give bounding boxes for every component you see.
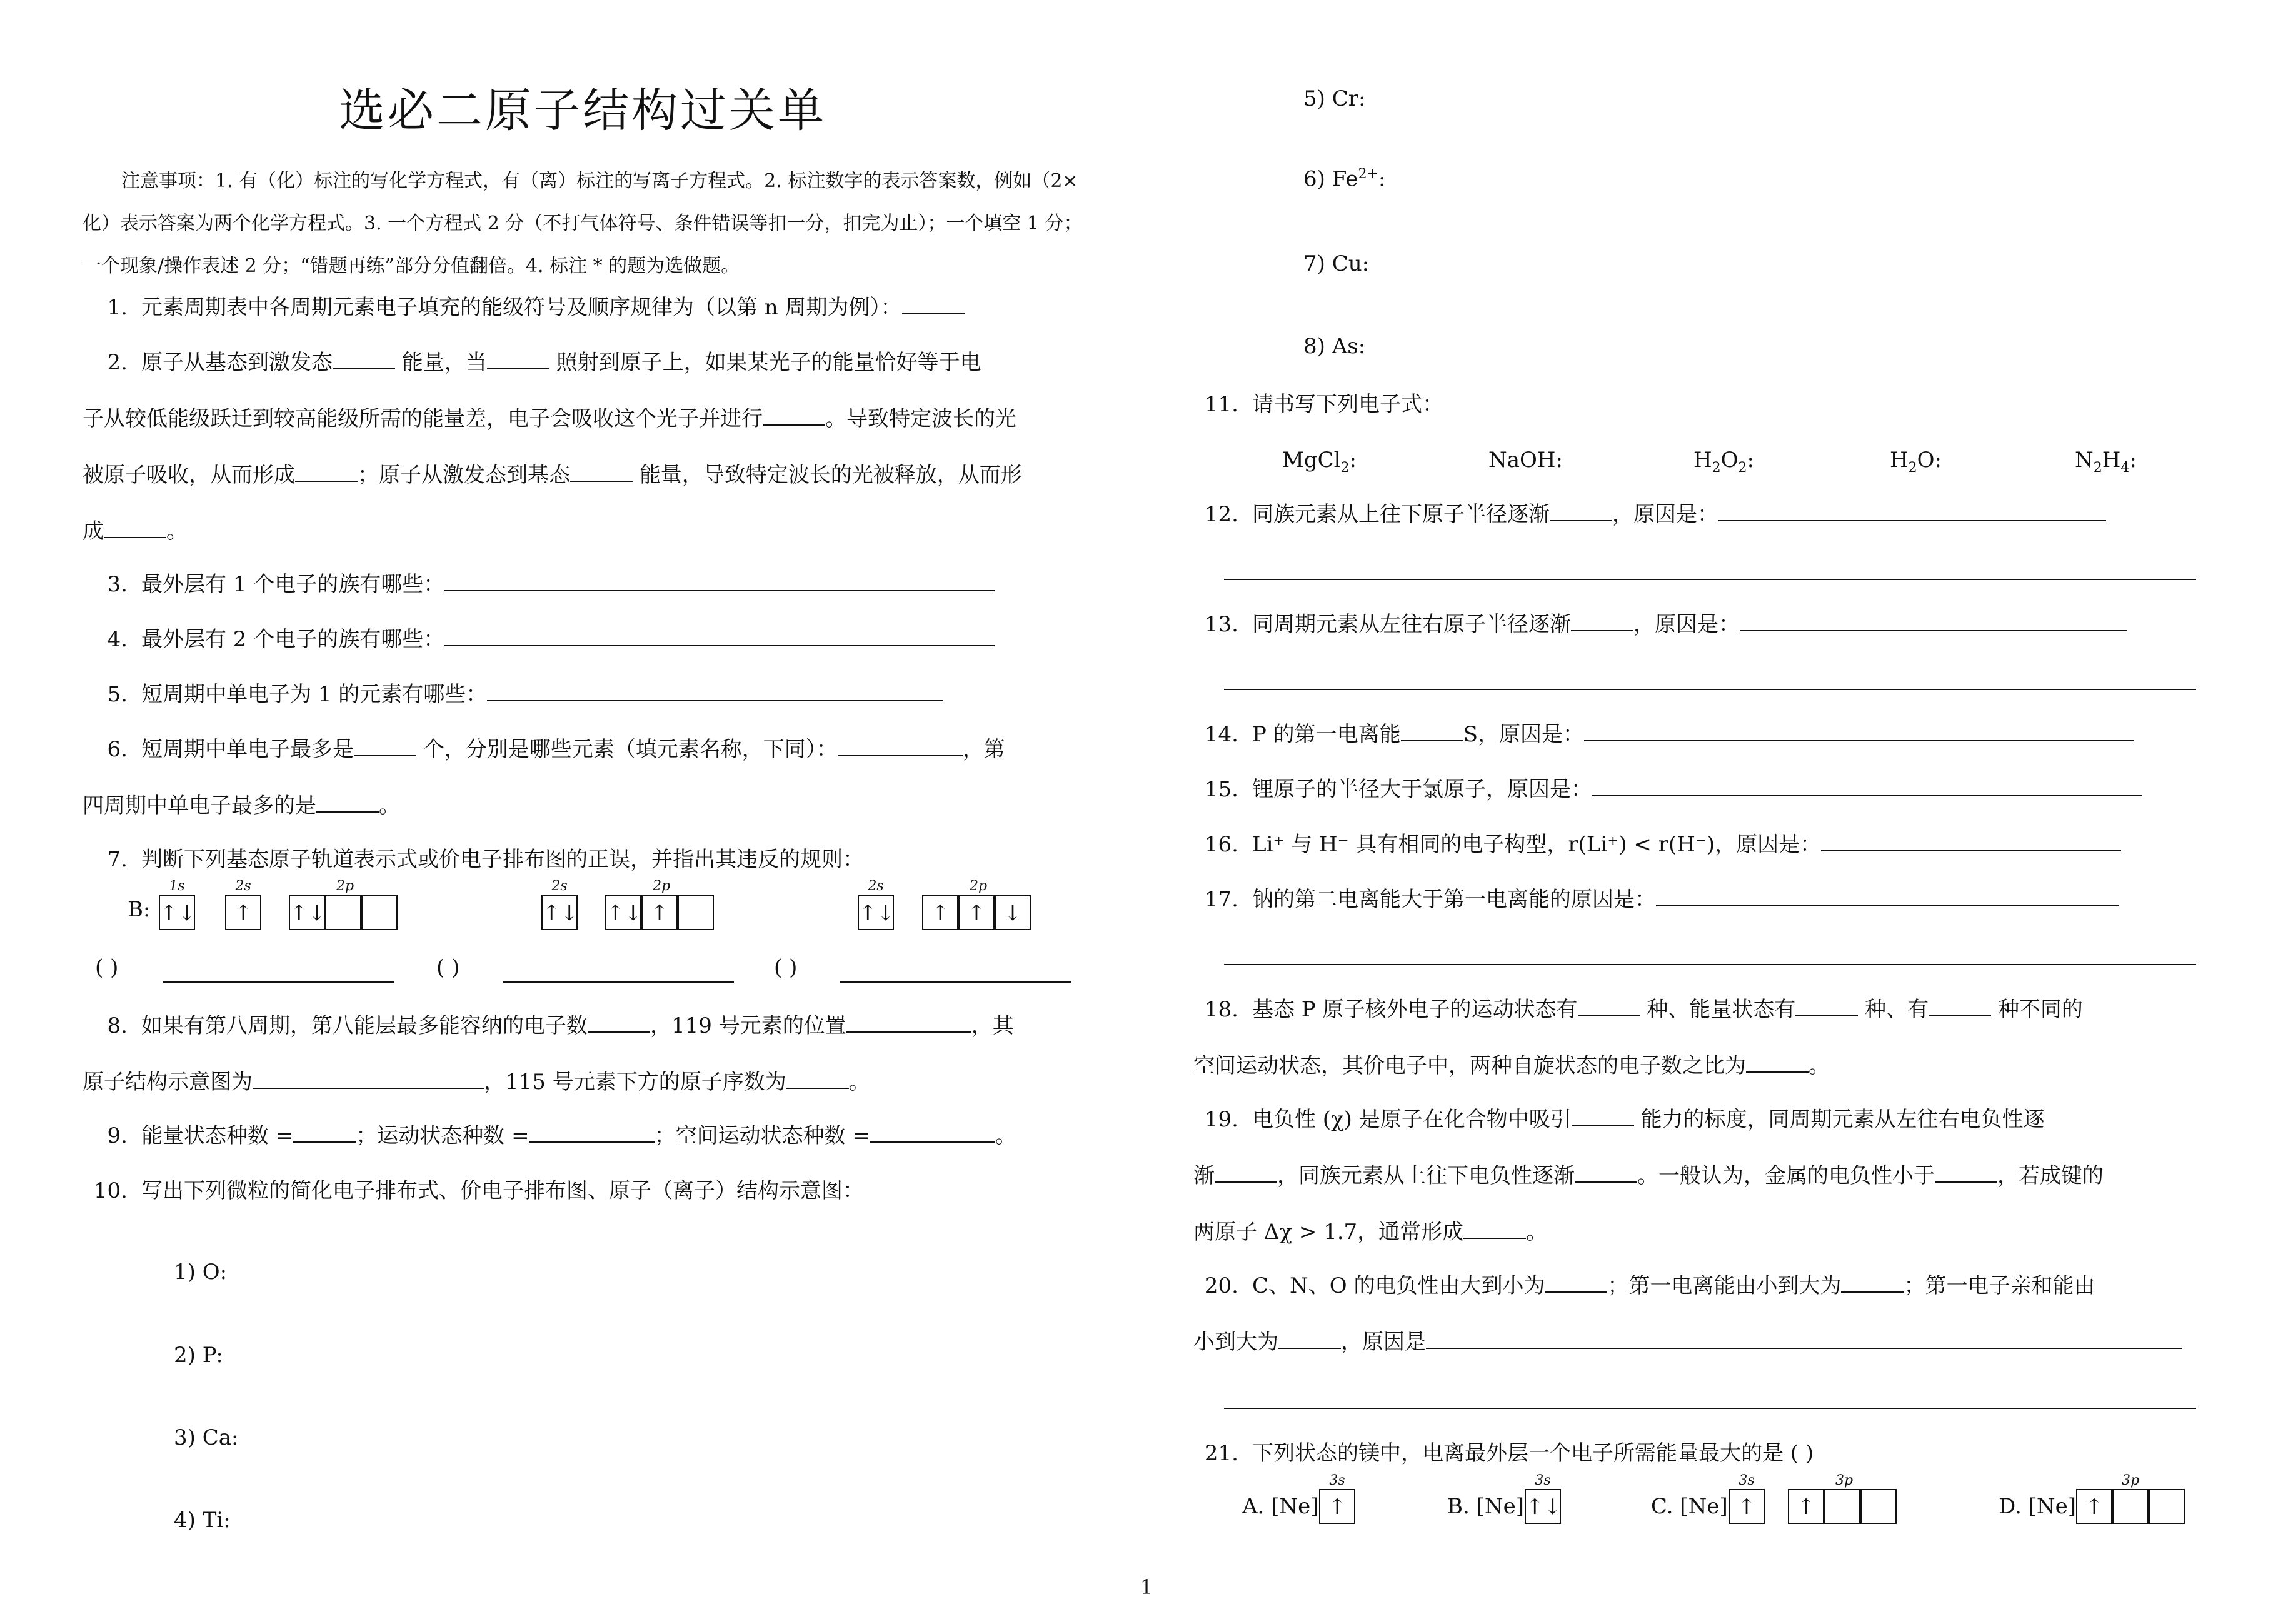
element-label: B: [128,897,151,922]
question-number: 16. [1204,832,1238,857]
question-text: Li⁺ 与 H⁻ 具有相同的电子构型，r(Li⁺) < r(H⁻)，原因是： [1252,832,1822,857]
answer-line[interactable] [1224,689,2196,690]
orbital-box: ↑ [2076,1489,2112,1524]
answer-blank[interactable] [846,1013,971,1033]
question-text: 种、有 [1865,997,1929,1022]
question-text: 。 [166,519,188,544]
particle-item-cr: 5) Cr: [1303,86,1366,111]
question-text: P 的第一电离能 [1252,722,1401,747]
answer-blank[interactable] [1401,721,1463,741]
answer-blank[interactable] [763,406,825,426]
answer-blank[interactable] [503,963,734,983]
question-text: 个，分别是哪些元素（填元素名称，下同）： [423,737,838,762]
question-number: 5. [107,682,128,707]
question-text: 。 [1809,1053,1830,1078]
question-text: 最外层有 2 个电子的族有哪些： [141,627,445,652]
answer-blank[interactable] [1571,611,1633,631]
question-13 [1193,596,2194,653]
particle-item-o: 1) O: [174,1260,228,1285]
question-text: 四周期中单电子最多的是 [83,793,316,818]
question-text: 照射到原子上，如果某光子的能量恰好等于电 [556,350,981,375]
answer-blank[interactable] [1215,1163,1277,1183]
question-text: ，原因是 [1341,1330,1426,1355]
answer-blank[interactable] [444,571,995,591]
question-text: 子从较低能级跃迁到较高能级所需的能量差，电子会吸收这个光子并进行 [83,406,763,431]
formula-h2o2: $H_2O_2$: [1693,448,1754,476]
formula-n2h4: $N_2H_4$: [2075,448,2137,476]
question-text: 能力的标度，同周期元素从左往右电负性逐 [1640,1107,2045,1132]
answer-blank[interactable] [1550,501,1612,521]
orbital-box: ↑↓ [541,895,578,930]
particle-item-p: 2) P: [174,1343,223,1368]
question-9 [83,1108,1083,1164]
answer-line[interactable] [1224,964,2196,965]
answer-blank[interactable] [870,1123,995,1143]
orbital-label: 2s [551,878,568,894]
answer-blank[interactable] [1746,1053,1809,1073]
question-17 [1193,871,2194,928]
orbital-box [361,895,398,930]
notice-text: 注意事项：1. 有（化）标注的写化学方程式，有（离）标注的写离子方程式。2. 标注数字的表示答案数，例如（2× 化）表示答案为两个化学方程式。3. 一个方程式 2 分（不打气体符号、条件错误等扣一分，扣完为止）；一个填空 1 分；一个现象/操作表述 2 分；“错题再练”部分分值翻倍。4. 标注 * 的题为选做题。 [83,170,1083,277]
question-text: ，119 号元素的位置 [650,1013,846,1038]
orbital-label: 2p [336,878,354,894]
question-text: 同周期元素从左往右原子半径逐渐 [1252,612,1571,637]
answer-paren[interactable]: ( ) [436,955,460,980]
orbital-box: ↑↓ [858,895,894,930]
question-2 [83,334,1083,559]
question-number: 9. [107,1123,128,1148]
answer-blank[interactable] [1656,886,2119,906]
orbital-label: 2p [969,878,988,894]
question-text: 能量状态种数 = [141,1123,294,1148]
question-15 [1193,761,2194,818]
answer-blank[interactable] [1821,831,2121,851]
answer-blank[interactable] [163,963,394,983]
orbital-box: ↑ [1788,1489,1824,1524]
answer-blank[interactable] [1572,1106,1634,1126]
question-number: 14. [1204,722,1238,747]
answer-blank[interactable] [1578,996,1640,1016]
answer-blank[interactable] [1592,776,2142,796]
question-3 [83,556,1083,613]
question-8 [83,998,1083,1110]
orbital-label: 3s [1329,1473,1345,1488]
colon: : [1378,166,1386,192]
answer-line[interactable] [1224,579,2196,580]
orbital-label: 3s [1535,1473,1551,1488]
orbital-box: ↑ [922,895,958,930]
question-text: 最外层有 1 个电子的族有哪些： [141,572,445,597]
formula-h2o: $H_2O$: [1890,448,1942,476]
question-text: 锂原子的半径大于氯原子，原因是： [1252,777,1592,802]
orbital-box: ↑ [958,895,995,930]
question-text: ，第 [962,737,1005,762]
answer-blank[interactable] [487,681,943,701]
answer-blank[interactable] [786,1069,849,1089]
answer-blank[interactable] [1929,996,1991,1016]
question-text: 基态 P 原子核外电子的运动状态有 [1252,997,1578,1022]
question-number: 4. [107,627,128,652]
question-text: ；第一电子亲和能由 [1904,1273,2095,1298]
orbital-label: 3p [1835,1473,1854,1488]
answer-paren[interactable]: ( ) [774,955,798,980]
particle-item-fe [1303,166,1385,191]
orbital-box: ↑↓ [159,895,195,930]
question-text: 种、能量状态有 [1647,997,1796,1022]
question-text: 。 [848,1070,870,1095]
question-text: 同族元素从上往下原子半径逐渐 [1252,502,1550,527]
orbital-box: ↑ [1729,1489,1765,1524]
question-18 [1193,981,2194,1094]
answer-line[interactable] [1224,1408,2196,1409]
question-text: C、N、O 的电负性由大到小为 [1252,1273,1545,1298]
answer-blank[interactable] [293,1123,356,1143]
question-number: 15. [1204,777,1238,802]
answer-blank[interactable] [295,462,358,482]
question-text: 。导致特定波长的光 [825,406,1016,431]
question-text: ，原因是： [1633,612,1740,637]
orbital-box [2149,1489,2185,1524]
question-10 [83,1163,1083,1219]
question-text: 判断下列基态原子轨道表示式或价电子排布图的正误，并指出其违反的规则： [141,847,864,872]
question-number: 8. [107,1013,128,1038]
answer-blank[interactable] [1545,1273,1607,1293]
question-text: 请书写下列电子式： [1252,392,1443,417]
option-b[interactable]: B. [Ne] [1447,1494,1525,1519]
question-text: 原子结构示意图为 [83,1070,253,1095]
question-number: 10. [93,1178,128,1203]
question-text: 能量，导致特定波长的光被释放，从而形 [639,463,1022,488]
question-text: ，原因是： [1612,502,1718,527]
question-number: 12. [1204,502,1238,527]
answer-blank[interactable] [1426,1329,2182,1349]
question-number: 11. [1204,392,1238,417]
question-number: 18. [1204,997,1238,1022]
particle-item-as: 8) As: [1303,334,1366,359]
option-d[interactable]: D. [Ne] [1999,1494,2077,1519]
question-text: ；运动状态种数 = [356,1123,529,1148]
question-text: 元素周期表中各周期元素电子填充的能级符号及顺序规律为（以第 n 周期为例）： [141,295,902,320]
question-text: ；空间运动状态种数 = [654,1123,870,1148]
answer-blank[interactable] [1740,611,2127,631]
question-number: 21. [1204,1441,1238,1466]
question-text: 。 [1526,1220,1548,1245]
question-12 [1193,486,2194,543]
option-c[interactable]: C. [Ne] [1651,1494,1728,1519]
particle-label: 6) Fe [1303,166,1358,192]
question-text: 成 [83,519,104,544]
answer-blank[interactable] [253,1069,484,1089]
question-5 [83,666,1083,723]
question-number: 6. [107,737,128,762]
orbital-box: ↑ [641,895,678,930]
question-text: 电负性 (χ) 是原子在化合物中吸引 [1252,1107,1572,1132]
question-text: 下列状态的镁中，电离最外层一个电子所需能量最大的是 ( ) [1252,1441,1814,1466]
orbital-box [1824,1489,1860,1524]
answer-blank[interactable] [529,1123,655,1143]
orbital-box [2112,1489,2149,1524]
question-text: 。 [379,793,400,818]
question-text: 短周期中单电子为 1 的元素有哪些： [141,682,488,707]
question-text: 两原子 Δχ > 1.7，通常形成 [1193,1220,1464,1245]
answer-blank[interactable] [902,294,965,314]
answer-blank[interactable] [1575,1163,1637,1183]
orbital-label: 2s [868,878,884,894]
orbital-label: 3s [1739,1473,1755,1488]
question-text: 空间运动状态，其价电子中，两种自旋状态的电子数之比为 [1193,1053,1746,1078]
formula-mgcl2: MgCl$_2$: [1282,448,1357,476]
question-text: 写出下列微粒的简化电子排布式、价电子排布图、原子（离子）结构示意图： [141,1178,864,1203]
answer-blank[interactable] [1841,1273,1904,1293]
answer-blank[interactable] [354,736,416,756]
question-number: 3. [107,572,128,597]
particle-item-ti: 4) Ti: [174,1508,231,1533]
page-title: 选必二原子结构过关单 [339,84,826,138]
answer-blank[interactable] [1935,1163,1997,1183]
question-text: ，其 [971,1013,1014,1038]
answer-blank[interactable] [1584,721,2134,741]
orbital-box [1860,1489,1897,1524]
question-text: 小到大为 [1193,1330,1278,1355]
question-text: 渐 [1193,1163,1215,1188]
question-text: 被原子吸收，从而形成 [83,463,295,488]
question-20 [1193,1258,2194,1370]
orbital-box: ↑ [1319,1489,1355,1524]
orbital-label: 2p [652,878,671,894]
question-text: 。一般认为，金属的电负性小于 [1637,1163,1935,1188]
orbital-box [678,895,714,930]
orbital-box: ↑↓ [1525,1489,1561,1524]
question-number: 1. [107,295,128,320]
question-1 [83,279,1083,336]
question-text: 钠的第二电离能大于第一电离能的原因是： [1252,887,1656,912]
orbital-box [325,895,361,930]
question-text: 能量，当 [401,350,487,375]
question-6 [83,721,1083,834]
question-text: ，同族元素从上往下电负性逐渐 [1277,1163,1575,1188]
answer-blank[interactable] [840,963,1071,983]
question-19 [1193,1091,2194,1260]
question-text: ；第一电离能由小到大为 [1607,1273,1842,1298]
particle-item-cu: 7) Cu: [1303,251,1370,276]
charge-superscript: 2+ [1358,166,1378,182]
answer-paren[interactable]: ( ) [95,955,119,980]
answer-blank[interactable] [588,1013,650,1033]
question-text: 种不同的 [1997,997,2083,1022]
orbital-box: ↑ [225,895,261,930]
orbital-label: 3p [2121,1473,2140,1488]
question-number: 2. [107,350,128,375]
answer-blank[interactable] [487,349,549,369]
question-text: 如果有第八周期，第八能层最多能容纳的电子数 [141,1013,588,1038]
question-text: ，115 号元素下方的原子序数为 [484,1070,786,1095]
answer-blank[interactable] [1278,1329,1341,1349]
orbital-box: ↑↓ [605,895,641,930]
orbital-box: ↑↓ [289,895,325,930]
question-text: ，若成键的 [1997,1163,2104,1188]
formula-naoh: NaOH: [1488,448,1563,473]
particle-item-ca: 3) Ca: [174,1425,239,1450]
question-text: 。 [995,1123,1016,1148]
answer-blank[interactable] [1718,501,2106,521]
page-number: 1 [1140,1575,1153,1599]
orbital-label: 1s [169,878,185,894]
orbital-label: 2s [235,878,251,894]
question-text: 原子从基态到激发态 [141,350,333,375]
question-number: 17. [1204,887,1238,912]
question-number: 7. [107,847,128,872]
answer-blank[interactable] [838,736,963,756]
question-text: 短周期中单电子最多是 [141,737,354,762]
answer-blank[interactable] [316,793,379,813]
answer-blank[interactable] [104,518,166,538]
answer-blank[interactable] [1463,1219,1526,1239]
answer-blank[interactable] [570,462,633,482]
question-16 [1193,816,2194,873]
answer-blank[interactable] [444,626,995,646]
question-14 [1193,706,2194,763]
question-number: 19. [1204,1107,1238,1132]
answer-blank[interactable] [1795,996,1858,1016]
answer-blank[interactable] [333,349,395,369]
question-4 [83,611,1083,668]
question-11 [1193,376,2194,433]
option-a[interactable]: A. [Ne] [1242,1494,1319,1519]
question-text: ；原子从激发态到基态 [358,463,570,488]
question-number: 13. [1204,612,1238,637]
question-number: 20. [1204,1273,1238,1298]
orbital-box: ↓ [995,895,1031,930]
question-text: S，原因是： [1463,722,1584,747]
